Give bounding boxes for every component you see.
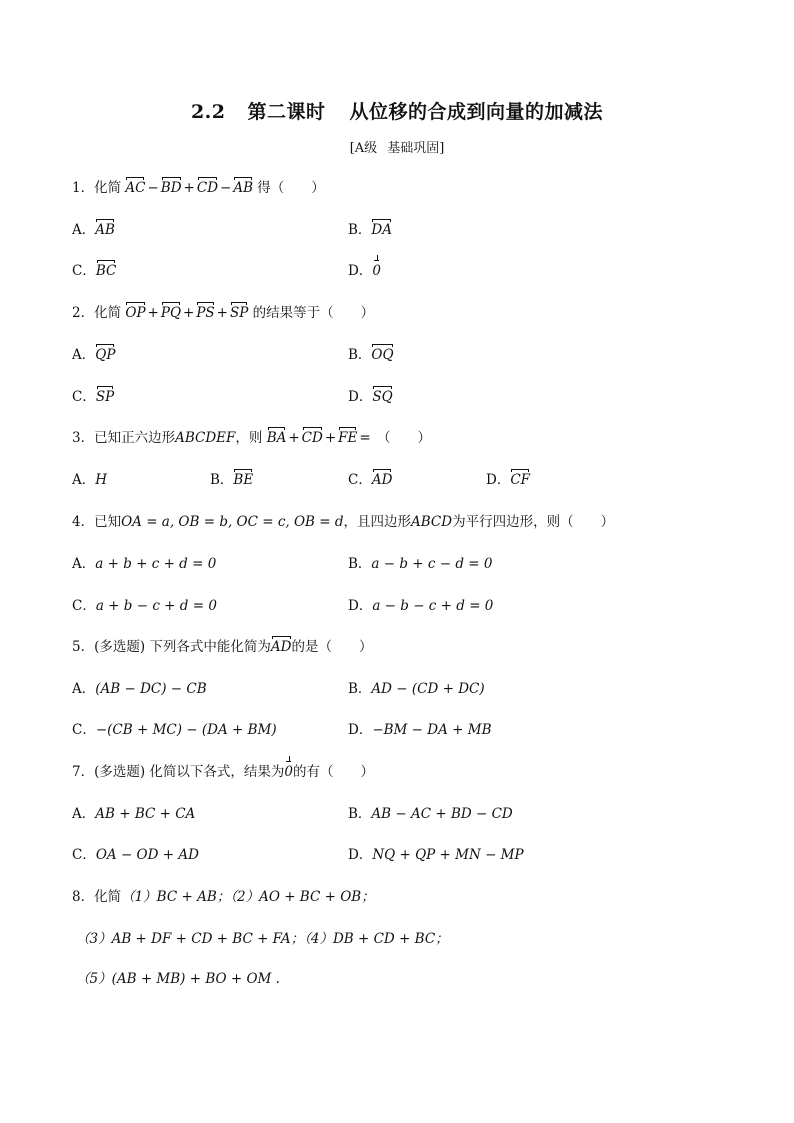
question-5: 5．(多选题) 下列各式中能化简为AD的是（ ） (72, 639, 373, 655)
q2-option-b: B．OQ (348, 347, 394, 363)
q2-option-c: C．SP (72, 389, 115, 405)
q5-option-a: A．(AB − DC) − CB (72, 681, 207, 697)
q1-expression: AC − BD + CD − AB (125, 180, 253, 196)
q5-option-b: B．AD − (CD + DC) (348, 681, 485, 697)
q4-option-c: C．a + b − c + d = 0 (72, 598, 217, 614)
q2-expression: OP + PQ + PS + SP (125, 305, 249, 321)
q7-option-b: B．AB − AC + BD − CD (348, 806, 513, 822)
section-number: 2.2 (190, 101, 226, 123)
q4-option-d: D．a − b − c + d = 0 (348, 598, 494, 614)
page-title (0, 97, 794, 124)
q5-option-d: D．−BM − DA + MB (348, 722, 492, 738)
level-label: [A级 基础巩固] (349, 141, 445, 156)
q5-option-c: C．−(CB + MC) − (DA + BM) (72, 722, 277, 738)
q2-option-a: A．QP (72, 347, 116, 363)
question-1: 1．化简 AC − BD + CD − AB 得（ ） (72, 180, 325, 196)
question-2: 2．化简 OP + PQ + PS + SP 的结果等于（ ） (72, 305, 375, 321)
q7-option-c: C．OA − OD + AD (72, 847, 199, 863)
q4-option-a: A．a + b + c + d = 0 (72, 556, 217, 572)
lesson-part: 第二课时 (247, 101, 326, 123)
q7-option-d: D．NQ + QP + MN − MP (348, 847, 524, 863)
q1-option-d: D．0 (348, 263, 381, 279)
q3-expression: BA + CD + FE = (266, 430, 371, 446)
q3-option-c: C．AD (348, 472, 393, 488)
question-4: 4．已知OA = a, OB = b, OC = c, OB = d，且四边形ABCD为平行四边形，则（ ） (72, 514, 615, 530)
question-8: 8．化简（1）BC + AB；（2）AO + BC + OB； (72, 889, 375, 905)
q3-option-d: D．CF (486, 472, 531, 488)
lesson-topic: 从位移的合成到向量的加减法 (349, 101, 604, 123)
question-7: 7．(多选题) 化简以下各式，结果为0的有（ ） (72, 764, 375, 780)
q1-option-c: C．BC (72, 263, 117, 279)
question-3: 3．已知正六边形ABCDEF，则 BA + CD + FE = （ ） (72, 430, 431, 446)
q1-option-a: A．AB (72, 222, 115, 238)
question-8-line-3: （5）(AB + MB) + BO + OM . (76, 971, 280, 987)
q3-option-b: B．BE (210, 472, 254, 488)
question-8-line-2: （3）AB + DF + CD + BC + FA；（4）DB + CD + BC； (76, 931, 449, 947)
q3-option-a: A．H (72, 472, 108, 488)
q2-option-d: D．SQ (348, 389, 393, 405)
q1-option-b: B．DA (348, 222, 392, 238)
q4-condition: OA = a, OB = b, OC = c, OB = d (121, 514, 344, 530)
q4-option-b: B．a − b + c − d = 0 (348, 556, 493, 572)
q7-option-a: A．AB + BC + CA (72, 806, 196, 822)
